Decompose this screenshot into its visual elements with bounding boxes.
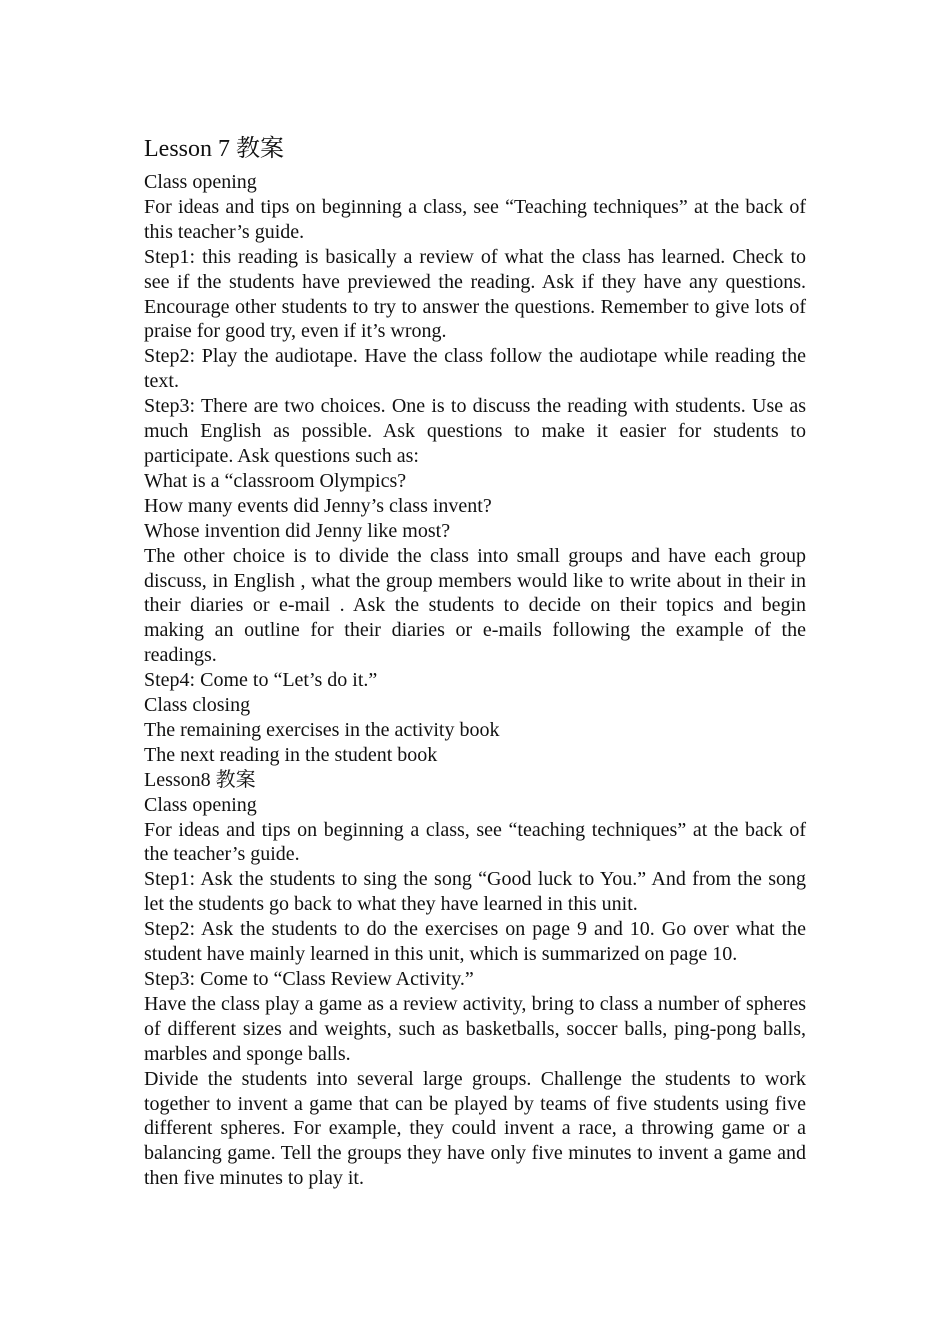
lesson7-step1-paragraph: Step1: this reading is basically a review of what the class has learned. Check to see if the students have previewed the reading. Ask if they have any questions. Encourage other students to try to answer the questions. Remember to give lots of praise for good try, even if it’s wrong. xyxy=(144,245,806,343)
lesson7-step4-paragraph: Step4: Come to “Let’s do it.” xyxy=(144,669,378,692)
lesson8-step1-paragraph: Step1: Ask the students to sing the song “Good luck to You.” And from the song let the students go back to what they have learned in this unit. xyxy=(144,868,806,916)
lesson8-step2-paragraph: Step2: Ask the students to do the exercises on page 9 and 10. Go over what the student have mainly learned in this unit, which is summarized on page 10. xyxy=(144,918,806,966)
lesson8-step3-paragraph: Step3: Come to “Class Review Activity.” xyxy=(144,968,474,990)
lesson7-question-1: What is a “classroom Olympics? xyxy=(144,469,407,492)
lesson7-step2-paragraph: Step2: Play the audiotape. Have the class follow the audiotape while reading the text. xyxy=(144,345,806,393)
lesson7-title: Lesson 7 教案 xyxy=(144,136,284,162)
document-page xyxy=(144,132,806,1191)
lesson8-class-opening-heading: Class opening xyxy=(144,793,257,816)
lesson8-divide-groups-paragraph: Divide the students into several large groups. Challenge the students to work together to invent a game that can be played by teams of five students using five different spheres. For example, they could invent a race, a throwing game or a balancing game. Tell the groups they have only five minutes to invent a game and then five minutes to play it. xyxy=(144,1067,806,1190)
lesson7-question-3: Whose invention did Jenny like most? xyxy=(144,519,451,542)
lesson7-closing-item-2: The next reading in the student book xyxy=(144,743,438,766)
lesson7-step3-paragraph: Step3: There are two choices. One is to discuss the reading with students. Use as much English as possible. Ask questions to make it easier for students to participate. Ask questions such as: xyxy=(144,395,806,467)
lesson8-ideas-paragraph: For ideas and tips on beginning a class, see “teaching techniques” at the back of the teacher’s guide. xyxy=(144,818,806,866)
lesson7-other-choice-paragraph: The other choice is to divide the class into small groups and have each group discuss, in English , what the group members would like to write about in their in their diaries or e-mail . Ask the students to decide on their topics and begin making an outline for their diaries or e-mails following the example of the readings. xyxy=(144,544,806,667)
lesson7-class-opening-heading: Class opening xyxy=(144,171,257,193)
lesson7-ideas-paragraph: For ideas and tips on beginning a class, see “Teaching techniques” at the back of this teacher’s guide. xyxy=(144,195,806,243)
lesson7-class-closing-heading: Class closing xyxy=(144,694,251,717)
lesson7-question-2: How many events did Jenny’s class invent? xyxy=(144,494,492,517)
lesson8-title: Lesson8 教案 xyxy=(144,768,256,791)
lesson7-closing-item-1: The remaining exercises in the activity book xyxy=(144,718,500,741)
lesson8-review-game-paragraph: Have the class play a game as a review activity, bring to class a number of spheres of different sizes and weights, such as basketballs, soccer balls, ping-pong balls, marbles and sponge balls. xyxy=(144,992,806,1065)
